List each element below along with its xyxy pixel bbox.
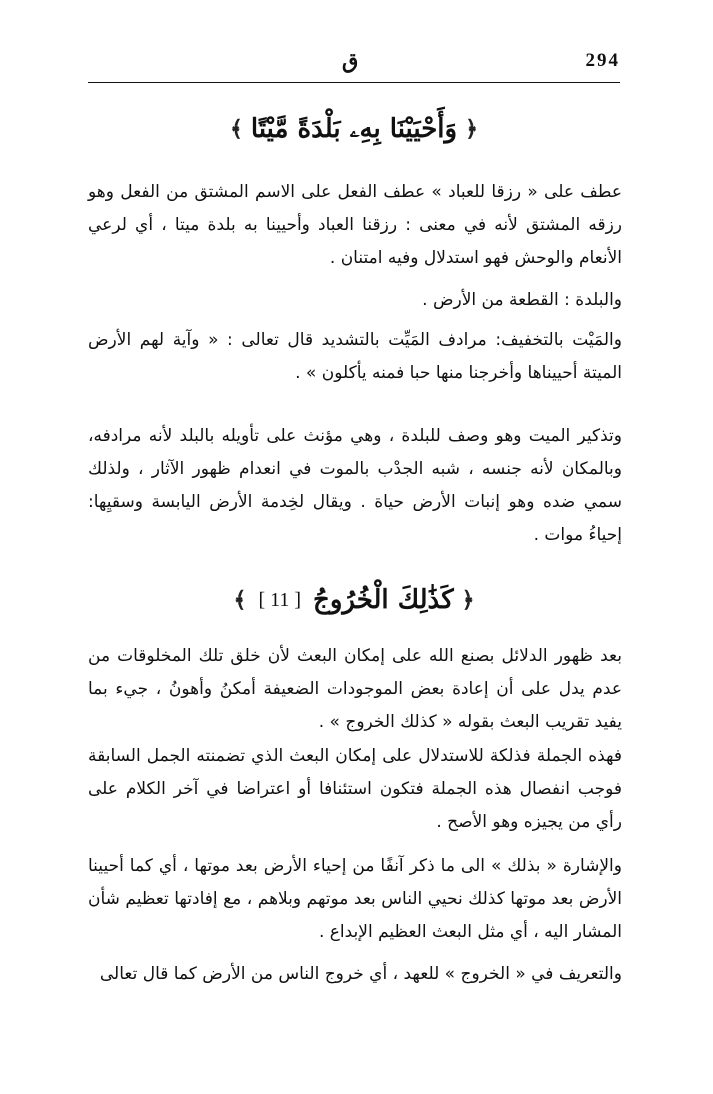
ornamental-bracket-open: ﴿ (465, 116, 478, 142)
paragraph: وتذكير الميت وهو وصف للبلدة ، وهي مؤنث على تأويله بالبلد لأنه مرادفه، وبالمكان لأنه جنسه ، شبه الجدْب بالموت في انعدام ظهور الآثار ، ولذلك سمي ضده وهو إنبات الأرض حياة . ويقال لخِدمة الأرض اليابسة وسقيِها: إحياءُ موات . (88, 426, 622, 545)
verse-text: وَأَحْيَيْنَا بِهِۦ بَلْدَةً مَّيْتًا (250, 113, 458, 144)
paragraph: والبلدة : القطعة من الأرض . (422, 290, 622, 310)
ornamental-bracket-open: ﴿ (461, 587, 475, 613)
quran-verse-heading (88, 575, 620, 625)
paragraph: فهذه الجملة فذلكة للاستدلال على إمكان البعث الذي تضمنته الجمل السابقة فوجب انفصال هذه الجملة فتكون استئنافا أو اعتراضا في آخر الكلام على رأي من يجيزه وهو الأصح . (88, 746, 622, 832)
paragraph: والمَيْت بالتخفيف: مرادف المَيِّت بالتشديد قال تعالى : « وآية لهم الأرض الميتة أحييناها وأخرجنا منها حبا فمنه يأكلون » . (88, 330, 622, 383)
paragraph: والإشارة « بذلك » الى ما ذكر آنفًا من إحياء الأرض بعد موتها ، أي كما أحيينا الأرض بعد موتها كذلك نحيي الناس بعد موتهم وبلاهم ، مع إفادتها تعظيم شأن المشار اليه ، أي مثل البعث العظيم الإبداع . (88, 856, 622, 942)
quran-verse-heading (88, 104, 620, 154)
page-header (88, 46, 620, 83)
verse-text: كَذَٰلِكَ الْخُرُوجُ (313, 585, 454, 615)
paragraph: بعد ظهور الدلائل بصنع الله على إمكان البعث لأن خلق تلك المخلوقات من عدم يدل على أن إعادة بعض الموجودات الضعيفة أمكنُ وأهونُ ، جيء بما يفيد تقريب البعث بقوله « كذلك الخروج » . (88, 646, 622, 732)
paragraph: والتعريف في « الخروج » للعهد ، أي خروج الناس من الأرض كما قال تعالى (99, 964, 622, 984)
verse-number: [ 11 ] (258, 588, 302, 611)
ornamental-bracket-close: ﴾ (230, 116, 243, 142)
running-head: ق (342, 48, 359, 73)
ornamental-bracket-close: ﴾ (233, 587, 247, 613)
page-number: 294 (585, 50, 620, 71)
paragraph: عطف على « رزقا للعباد » عطف الفعل على الاسم المشتق من الفعل وهو رزقه المشتق لأنه في معنى : رزقنا العباد وأحيينا به بلدة ميتا ، أي لرعي الأنعام والوحش فهو استدلال وفيه امتنان . (88, 182, 622, 268)
